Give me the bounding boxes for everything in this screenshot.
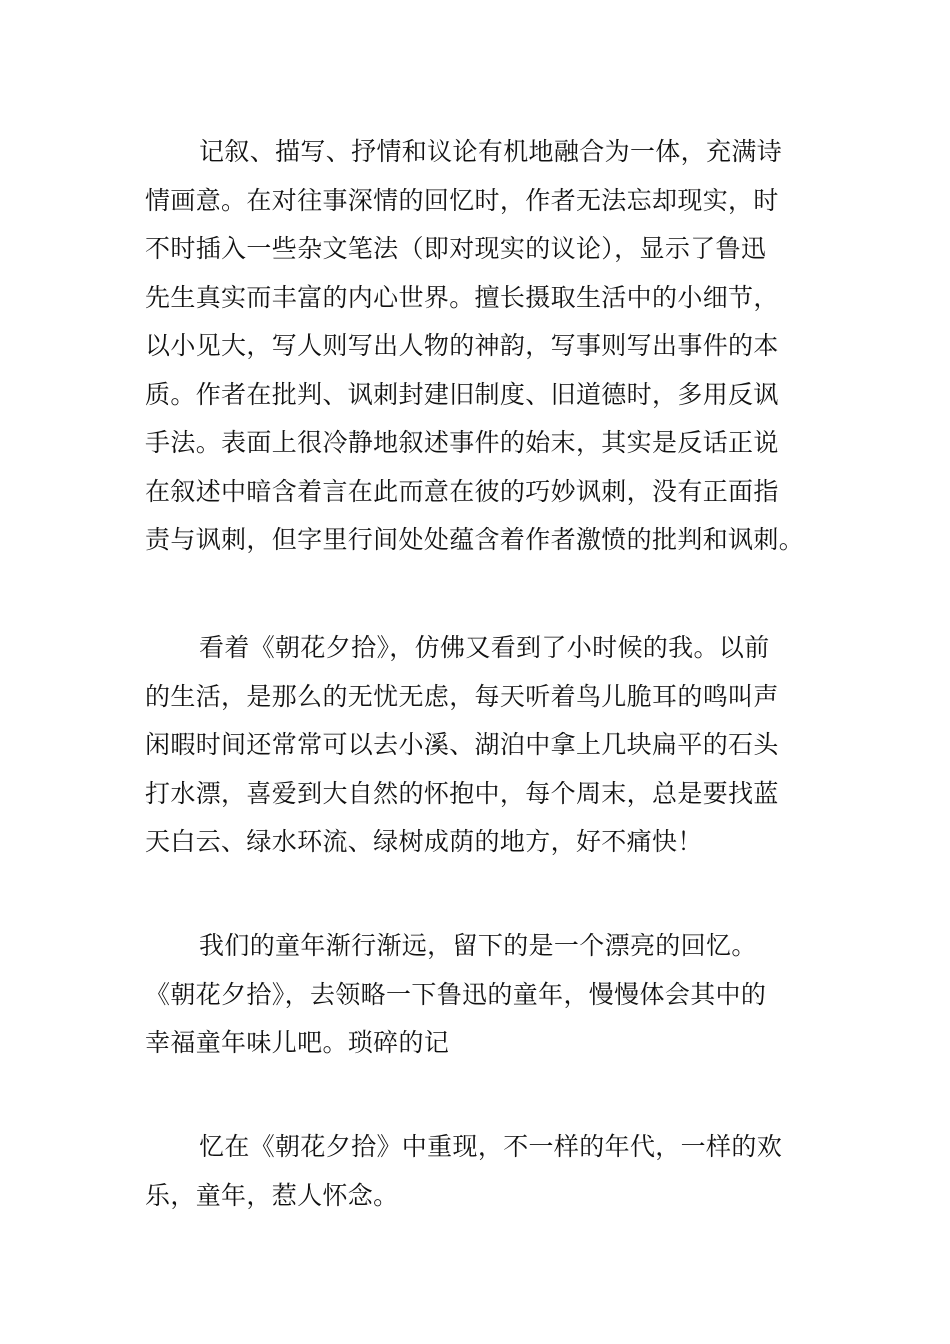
paragraph-line: 我们的童年渐行渐远，留下的是一个漂亮的回忆。 bbox=[199, 931, 757, 960]
paragraph-line: 幸福童年味儿吧。琐碎的记 bbox=[145, 1028, 450, 1057]
paragraph-line: 以小见大，写人则写出人物的神韵，写事则写出事件的本 bbox=[145, 331, 779, 360]
paragraph-4 bbox=[145, 1123, 809, 1220]
paragraph-line: 打水漂，喜爱到大自然的怀抱中，每个周末，总是要找蓝 bbox=[145, 778, 779, 808]
paragraph-line: 闲暇时间还常常可以去小溪、湖泊中拿上几块扁平的石头 bbox=[145, 730, 779, 759]
paragraph-line: 的生活，是那么的无忧无虑，每天听着鸟儿脆耳的鸣叫声 bbox=[145, 681, 779, 711]
paragraph-line: 记叙、描写、抒情和议论有机地融合为一体，充满诗 bbox=[199, 137, 783, 166]
paragraph-line: 先生真实而丰富的内心世界。擅长摄取生活中的小细节， bbox=[145, 282, 779, 312]
paragraph-line: 情画意。在对往事深情的回忆时，作者无法忘却现实，时 bbox=[145, 185, 779, 215]
paragraph-line: 看着《朝花夕拾》，仿佛又看到了小时候的我。以前 bbox=[199, 633, 770, 662]
paragraph-2 bbox=[145, 624, 809, 867]
paragraph-1 bbox=[145, 128, 809, 565]
paragraph-line: 在叙述中暗含着言在此而意在彼的巧妙讽刺，没有正面指 bbox=[145, 476, 779, 506]
paragraph-line: 质。作者在批判、讽刺封建旧制度、旧道德时，多用反讽 bbox=[145, 379, 779, 409]
paragraph-line: 责与讽刺，但字里行间处处蕴含着作者激愤的批判和讽刺。 bbox=[145, 525, 805, 554]
paragraph-line: 忆在《朝花夕拾》中重现，不一样的年代，一样的欢 bbox=[199, 1132, 783, 1161]
paragraph-line: 乐，童年，惹人怀念。 bbox=[145, 1180, 399, 1210]
paragraph-line: 手法。表面上很冷静地叙述事件的始末，其实是反话正说 bbox=[145, 428, 779, 457]
paragraph-line: 《朝花夕拾》，去领略一下鲁迅的童年，慢慢体会其中的 bbox=[145, 979, 767, 1009]
paragraph-3 bbox=[145, 922, 809, 1068]
paragraph-line: 天白云、绿水环流、绿树成荫的地方，好不痛快！ bbox=[145, 827, 703, 856]
paragraph-line: 不时插入一些杂文笔法（即对现实的议论），显示了鲁迅 bbox=[145, 234, 767, 263]
